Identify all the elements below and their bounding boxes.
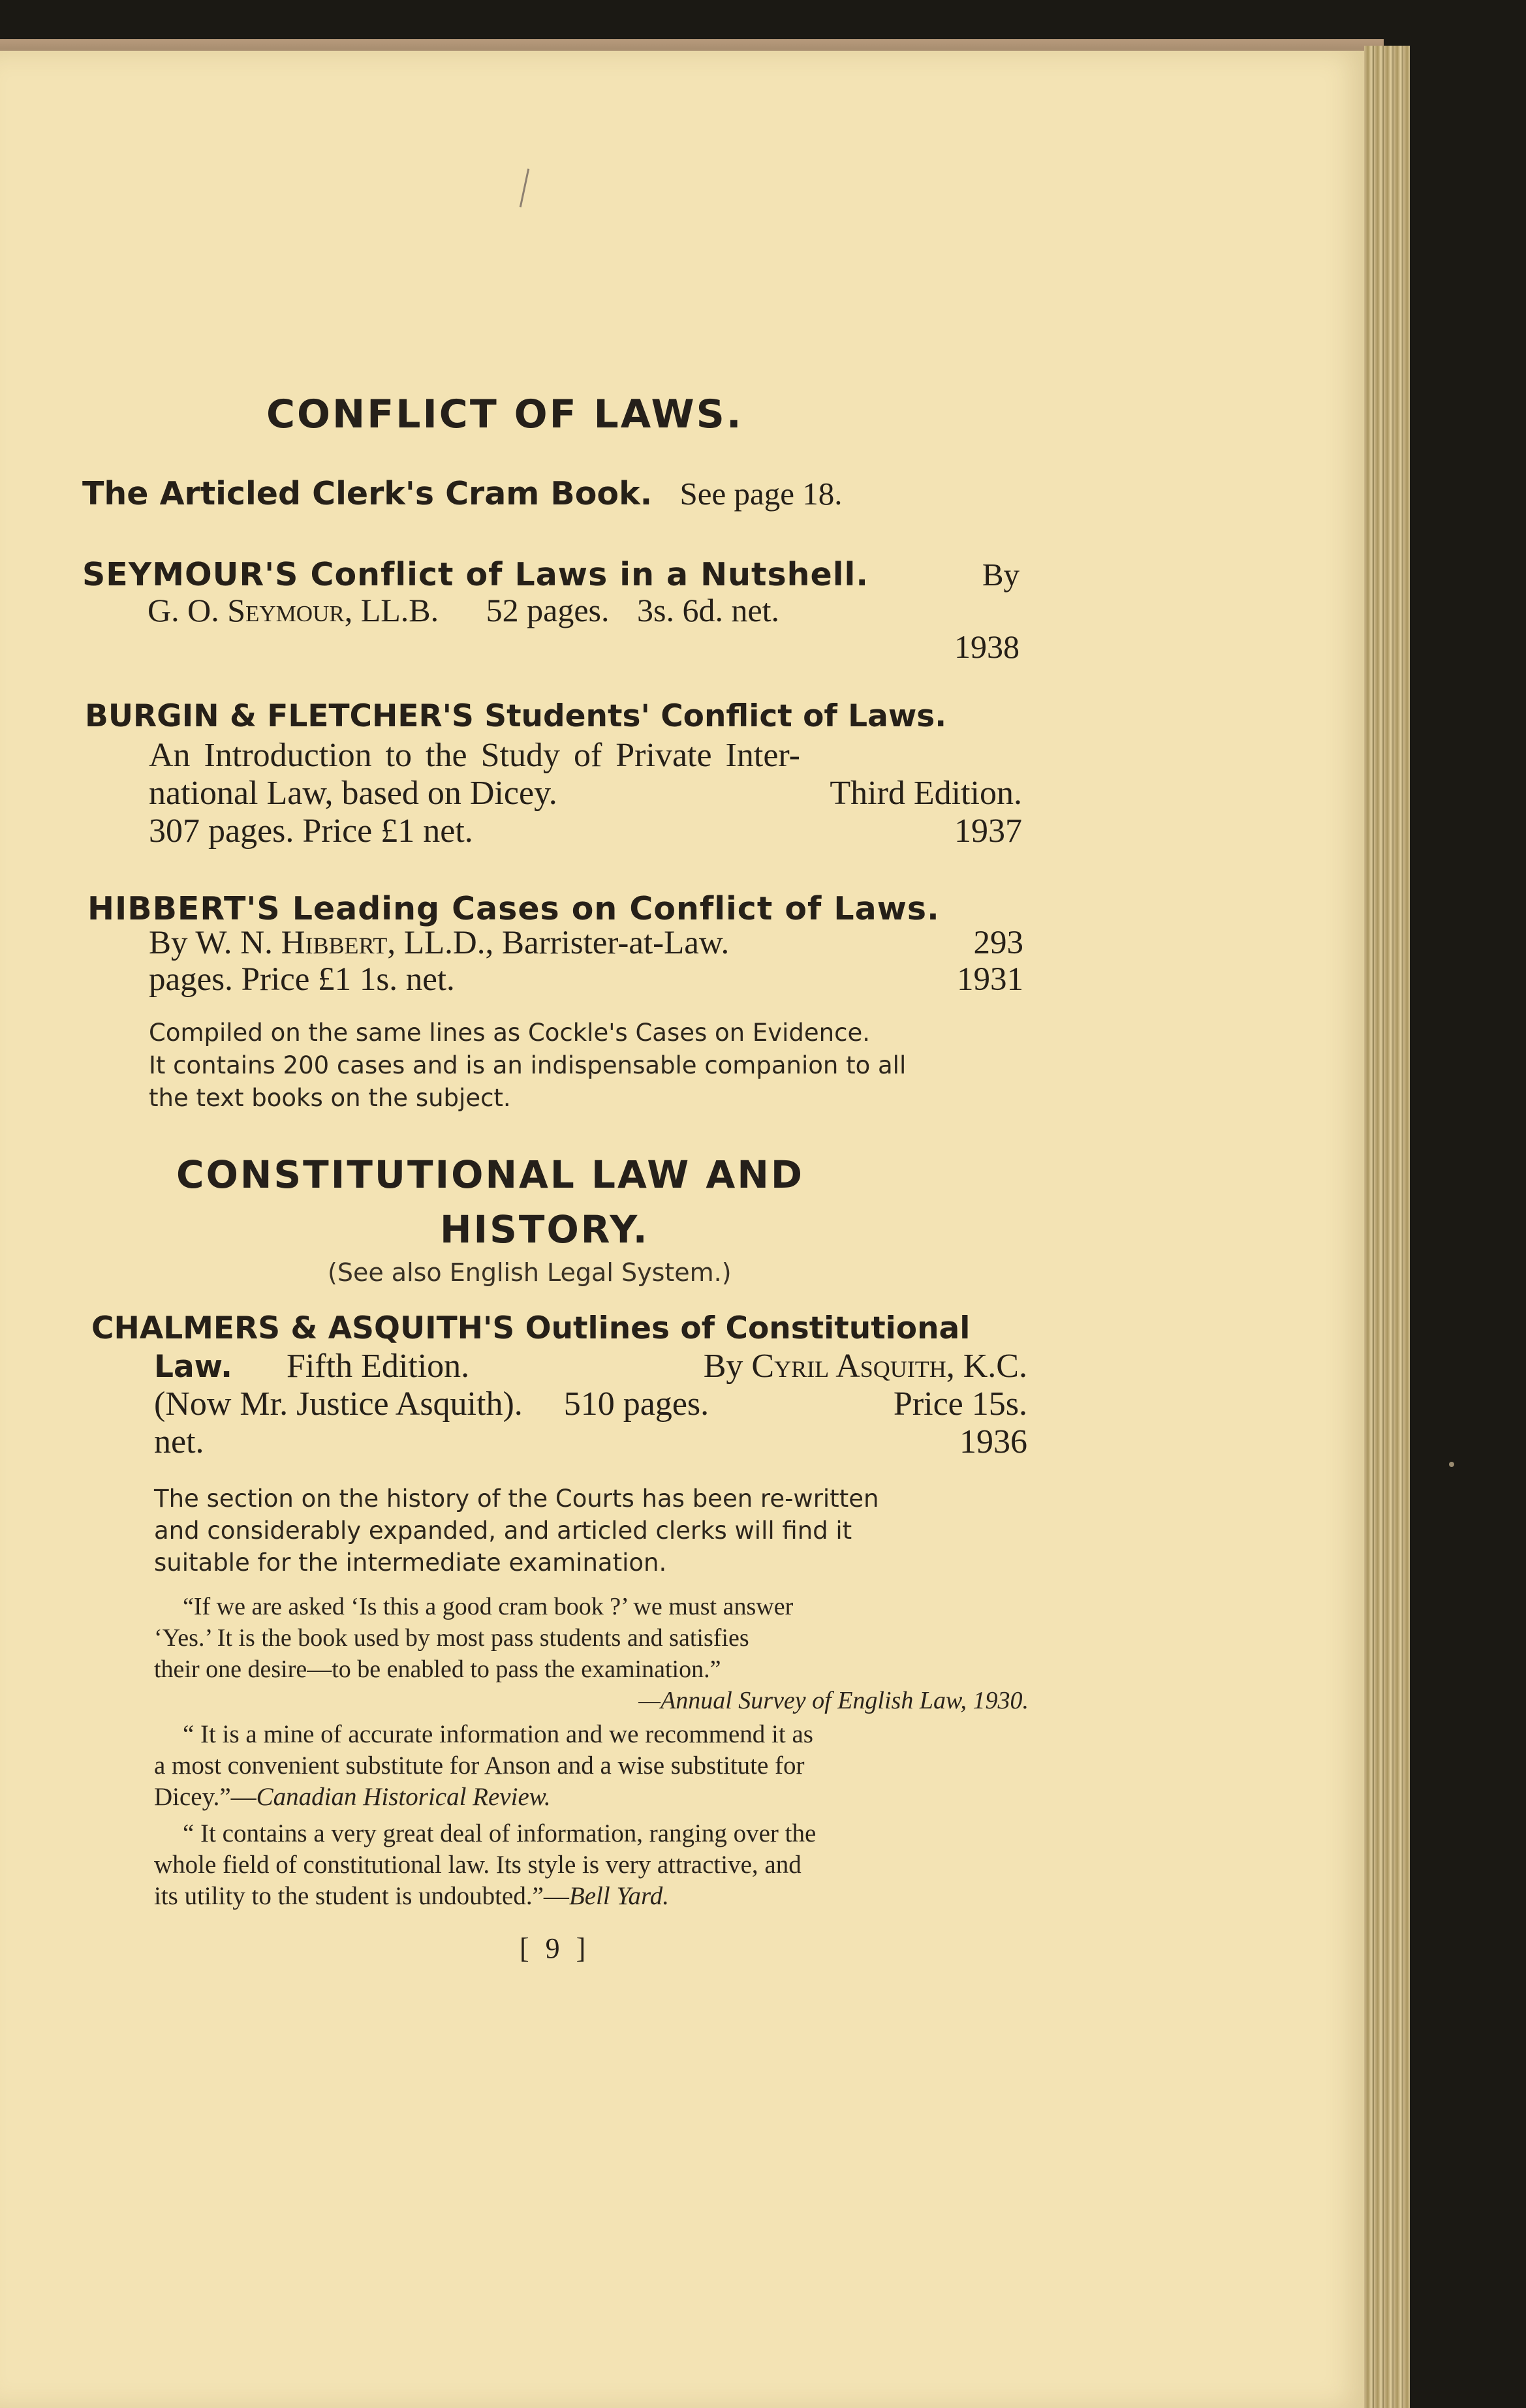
section-subheading: (See also English Legal System.) <box>328 1258 732 1287</box>
entry-cram-book <box>82 475 843 512</box>
section-heading-constitutional-law: CONSTITUTIONAL LAW AND <box>176 1152 804 1197</box>
entry-burgin-line3 <box>149 774 1022 812</box>
quote-source: Canadian Historical Review. <box>256 1783 551 1811</box>
entry-title-cont: Law. <box>154 1349 232 1385</box>
author-name: Seymour <box>227 592 345 628</box>
entry-chalmers-line4 <box>154 1423 1027 1461</box>
entry-chalmers-title: CHALMERS & ASQUITH'S Outlines of Constitutional <box>91 1310 971 1346</box>
author-prefix: By W. N. <box>149 925 281 961</box>
by-prefix: By <box>703 1348 752 1385</box>
entry-chalmers-line2 <box>154 1347 1027 1385</box>
entry-hibbert-line3 <box>149 961 1023 998</box>
quote-line-last <box>154 1881 816 1912</box>
quote-line: “If we are asked ‘Is this a good cram book ?’ we must answer <box>183 1593 794 1620</box>
quote-line: “ It contains a very great deal of information, ranging over the <box>183 1819 817 1847</box>
quote-line: “ It is a mine of accurate information and we recommend it as <box>183 1720 813 1748</box>
pages-price: pages. Price £1 1s. net. <box>149 961 455 998</box>
entry-year: 1936 <box>959 1423 1027 1460</box>
entry-hibbert-title: HIBBERT'S Leading Cases on Conflict of Laws. <box>87 890 940 927</box>
quote-text: Dicey.”— <box>154 1783 257 1811</box>
entry-year: 1938 <box>954 628 1020 665</box>
price-cont: net. <box>154 1423 204 1460</box>
author-prefix: G. O. <box>148 592 228 628</box>
review-quote-annual-survey <box>154 1591 1029 1716</box>
author-note: (Now Mr. Justice Asquith). <box>154 1385 523 1423</box>
entry-chalmers-line3 <box>154 1385 1027 1423</box>
section-heading-history: HISTORY. <box>440 1207 649 1252</box>
quote-line: their one desire—to be enabled to pass the examination.” <box>154 1656 721 1683</box>
note-line: The section on the history of the Courts has been re-written <box>154 1485 879 1513</box>
entry-burgin-title: BURGIN & FLETCHER'S Students' Conflict of Laws. <box>85 698 947 734</box>
page-count: 52 pages. <box>486 592 610 628</box>
price: 3s. 6d. net. <box>636 592 780 628</box>
price: Price 15s. <box>893 1385 1027 1423</box>
quote-source: Bell Yard. <box>568 1882 670 1910</box>
quote-source: —Annual Survey of English Law, 1930. <box>638 1687 1029 1714</box>
quote-line-last <box>154 1782 813 1813</box>
author-name: Cyril Asquith <box>751 1348 946 1385</box>
entry-title: The Articled Clerk's Cram Book. <box>82 475 653 512</box>
note-line: suitable for the intermediate examination. <box>154 1549 667 1577</box>
note-line: It contains 200 cases and is an indispensable companion to all <box>149 1051 907 1079</box>
author-name: Hibbert <box>281 925 388 961</box>
note-line: Compiled on the same lines as Cockle's Cases on Evidence. <box>149 1019 870 1047</box>
section-heading-conflict-of-laws: CONFLICT OF LAWS. <box>266 392 743 437</box>
page-count: 510 pages. <box>563 1385 709 1423</box>
review-quote-canadian <box>154 1719 813 1813</box>
binding-mark <box>1449 1462 1454 1467</box>
entry-year: 1931 <box>957 961 1023 998</box>
edition: Fifth Edition. <box>286 1348 470 1385</box>
note-line: and considerably expanded, and articled clerks will find it <box>154 1517 852 1545</box>
review-quote-bell-yard <box>154 1818 816 1912</box>
page-stack-edge <box>1364 46 1410 2408</box>
quote-text: its utility to the student is undoubted.”— <box>154 1882 569 1910</box>
entry-title: SEYMOUR'S Conflict of Laws in a Nutshell. <box>82 556 869 593</box>
note-line: the text books on the subject. <box>149 1084 511 1112</box>
page-number: [ 9 ] <box>520 1932 586 1964</box>
author-suffix: , LL.D., Barrister-at-Law. <box>387 925 730 961</box>
entry-seymour-line1 <box>82 556 1020 593</box>
pages-price: 307 pages. Price £1 net. <box>149 812 473 850</box>
entry-chalmers-notes <box>154 1483 879 1579</box>
entry-burgin-line2: An Introduction to the Study of Private Inter- <box>149 737 800 774</box>
page-count: 293 <box>973 925 1023 961</box>
author-suffix: , LL.B. <box>344 592 439 628</box>
quote-line: ‘Yes.’ It is the book used by most pass students and satisfies <box>154 1624 749 1652</box>
quote-line: a most convenient substitute for Anson and a wise substitute for <box>154 1752 805 1780</box>
author-suffix: , K.C. <box>946 1348 1027 1385</box>
entry-detail: By <box>982 557 1020 593</box>
entry-description: national Law, based on Dicey. <box>149 775 557 812</box>
entry-hibbert-line2 <box>149 924 1023 962</box>
entry-seymour-line2 <box>148 591 779 629</box>
entry-hibbert-notes <box>149 1017 906 1115</box>
entry-year: 1937 <box>954 812 1022 850</box>
edition: Third Edition. <box>830 775 1022 812</box>
entry-detail: See page 18. <box>679 476 843 512</box>
entry-burgin-line4 <box>149 812 1022 850</box>
quote-line: whole field of constitutional law. Its style is very attractive, and <box>154 1851 802 1879</box>
